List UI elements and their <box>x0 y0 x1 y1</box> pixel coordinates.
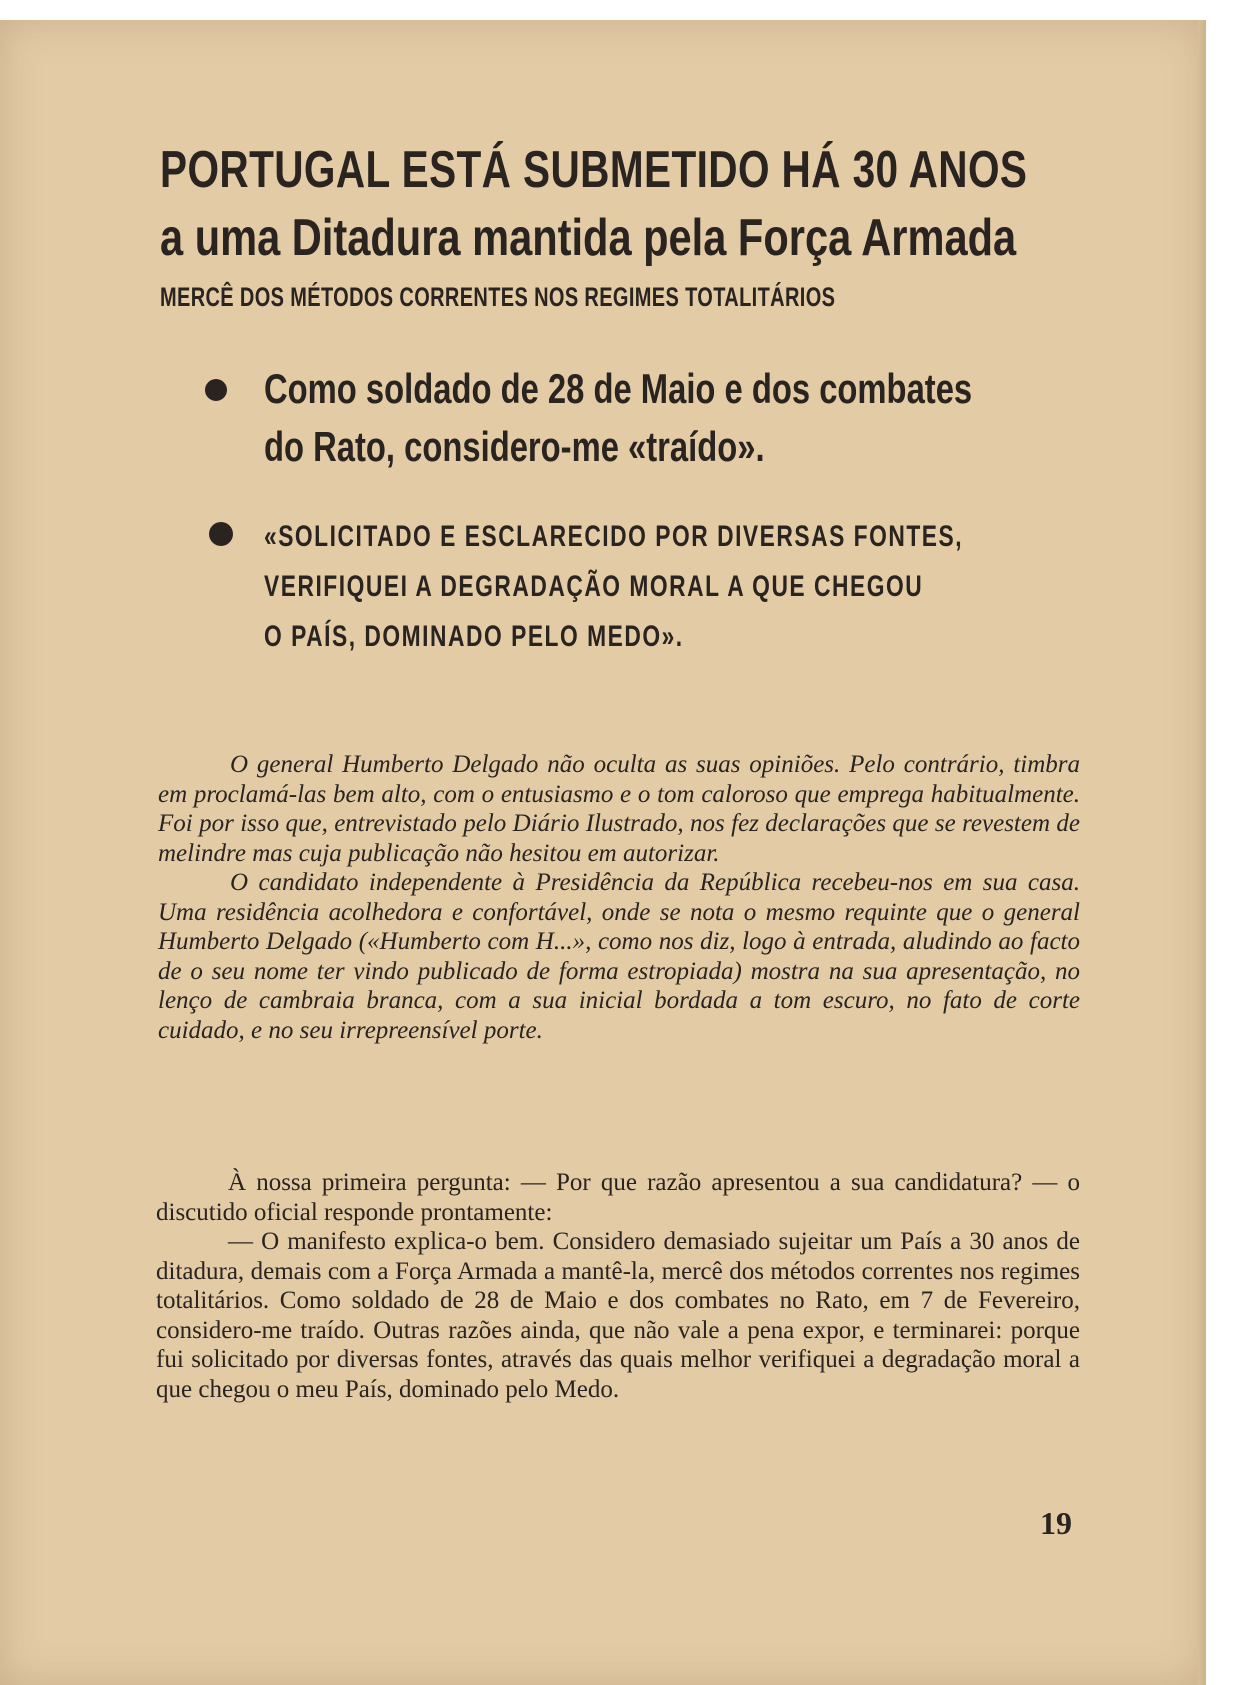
headline-line-3: MERCÊ DOS MÉTODOS CORRENTES NOS REGIMES TOTALITÁRIOS <box>160 282 836 312</box>
intro-text <box>158 750 1080 1045</box>
interview-text <box>156 1168 1080 1404</box>
bullet-item-1 <box>264 360 1091 476</box>
bullet-item-2 <box>264 512 1077 662</box>
bullet-1-line-2: do Rato, considero-me «traído». <box>264 423 765 470</box>
intro-paragraph: O candidato independente à Presidência da República recebeu-nos em sua casa. Uma residência acolhedora e confortável, onde se nota o mesmo requinte que o general Humberto Delgado («Humberto com H...», como nos diz, logo à entrada, aludindo ao facto de o seu nome ter vindo publicado de forma estropiada) mostra na sua apresentação, no lenço de cambraia branca, com a sua inicial bordada a tom escuro, no fato de corte cuidado, e no seu irrepreensível porte. <box>158 869 1080 1044</box>
bullet-2-line-3: O PAÍS, DOMINADO PELO MEDO». <box>264 620 684 653</box>
body-paragraph: — O manifesto explica-o bem. Considero demasiado sujeitar um País a 30 anos de ditadura, demais com a Força Armada a mantê-la, mercê dos métodos correntes nos regimes totalitários. Como soldado de 28 de Maio e dos combates no Rato, em 7 de Fevereiro, considero-me traído. Outras razões ainda, que não vale a pena expor, e terminarei: porque fui solicitado por diversas fontes, através das quais melhor verifiquei a degradação moral a que chegou o meu País, dominado pelo Medo. <box>156 1228 1080 1403</box>
bullet-dot-icon <box>205 379 227 401</box>
body-paragraph: À nossa primeira pergunta: — Por que razão apresentou a sua candidatura? — o discutido oficial responde prontamente: <box>156 1169 1080 1226</box>
bullet-2-line-2: VERIFIQUEI A DEGRADAÇÃO MORAL A QUE CHEGOU <box>264 570 924 603</box>
headline-line-1: PORTUGAL ESTÁ SUBMETIDO HÁ 30 ANOS <box>160 141 1028 199</box>
bullet-2-line-1: «SOLICITADO E ESCLARECIDO POR DIVERSAS FONTES, <box>264 520 964 553</box>
headline-line-2: a uma Ditadura mantida pela Força Armada <box>160 209 1017 267</box>
bullet-dot-icon <box>209 522 233 546</box>
paper-edge <box>1198 20 1206 1685</box>
bullet-1-line-1: Como soldado de 28 de Maio e dos combates <box>264 365 973 412</box>
page-number: 19 <box>1040 1505 1072 1541</box>
intro-paragraph: O general Humberto Delgado não oculta as suas opiniões. Pelo contrário, timbra em proclamá-las bem alto, com o entusiasmo e o tom caloroso que emprega habitualmente. Foi por isso que, entrevistado pelo Diário Ilustrado, nos fez declarações que se revestem de melindre mas cuja publicação não hesitou em autorizar. <box>158 751 1080 867</box>
